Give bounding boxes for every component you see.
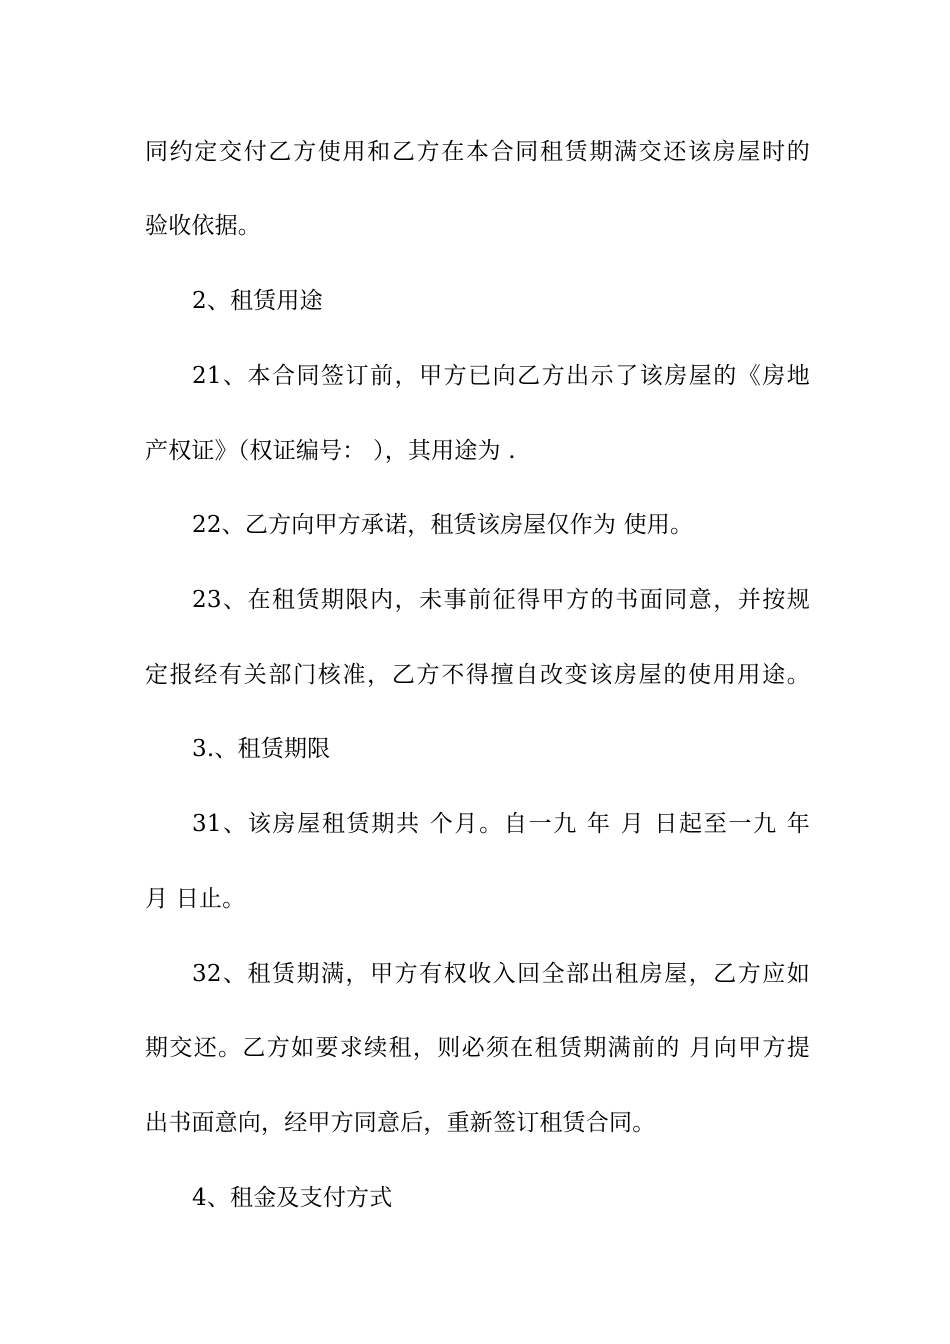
paragraph-line: 验收依据。 xyxy=(145,213,261,239)
section-heading: 3.、租赁期限 xyxy=(192,736,331,762)
paragraph-line: 23、在租赁期限内，未事前征得甲方的书面同意，并按规 xyxy=(192,587,810,613)
paragraph-line: 同约定交付乙方使用和乙方在本合同租赁期满交还该房屋时的 xyxy=(145,139,810,165)
section-heading: 2、租赁用途 xyxy=(192,288,323,314)
paragraph-line: 21、本合同签订前，甲方已向乙方出示了该房屋的《房地 xyxy=(192,363,810,389)
paragraph-line: 出书面意向，经甲方同意后，重新签订租赁合同。 xyxy=(145,1110,656,1136)
section-heading: 4、租金及支付方式 xyxy=(192,1185,393,1211)
paragraph-line: 32、租赁期满，甲方有权收入回全部出租房屋，乙方应如 xyxy=(192,961,810,987)
paragraph-line: 定报经有关部门核准，乙方不得擅自改变该房屋的使用用途。 xyxy=(145,662,810,688)
paragraph-line: 22、乙方向甲方承诺，租赁该房屋仅作为 使用。 xyxy=(192,512,694,538)
paragraph-line: 期交还。乙方如要求续租，则必须在租赁期满前的 月向甲方提 xyxy=(145,1035,810,1061)
paragraph-line: 产权证》（权证编号： ），其用途为 . xyxy=(145,438,516,464)
paragraph-line: 月 日止。 xyxy=(145,886,246,912)
paragraph-line: 31、该房屋租赁期共 个月。自一九 年 月 日起至一九 年 xyxy=(192,811,810,837)
